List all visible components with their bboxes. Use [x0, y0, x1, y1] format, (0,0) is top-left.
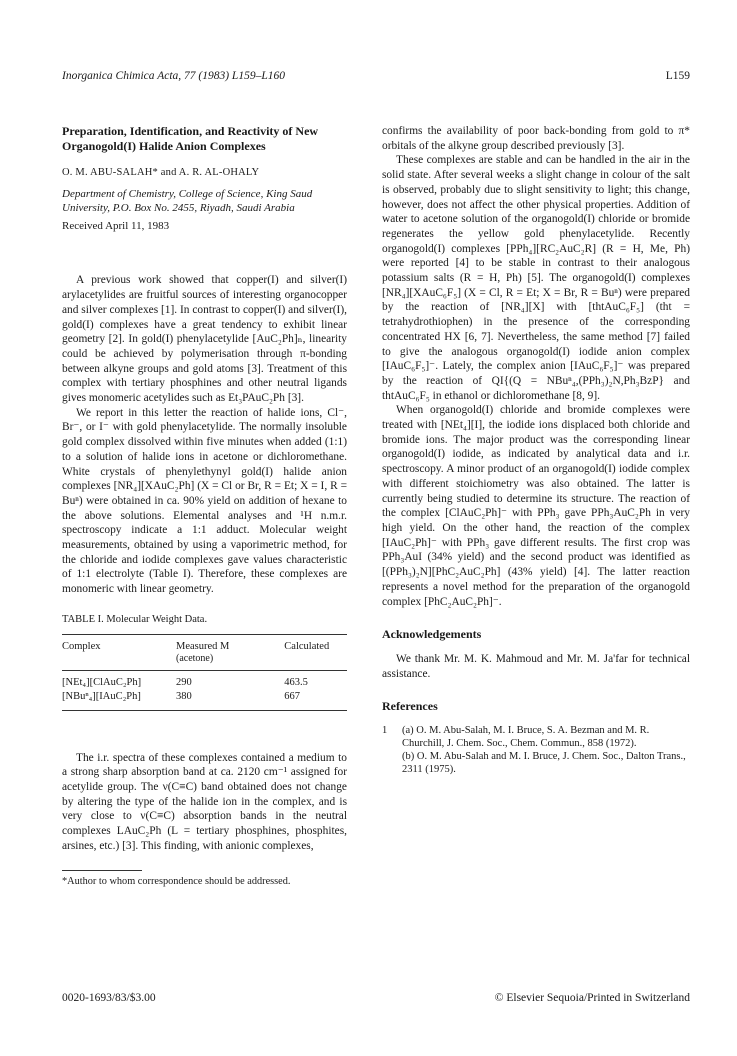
paragraph-ir: The i.r. spectra of these complexes contained a medium to a strong sharp absorption band at ca. 2120 cm⁻¹ assigned for acetylide group. The ν(C≡C) band obtained does not change by altering the type of the halide ion in the complex, and is very close to ν(C≡C) absorption bands in the neutral complexes LAuC₂Ph (L = tertiary phosphines, phosphites, arsines, etc.) [3]. This finding, with anionic complexes,	[62, 751, 347, 852]
footnote-divider	[62, 870, 142, 871]
right-column	[382, 124, 690, 776]
table-row	[62, 690, 347, 710]
acknowledgements-heading: Acknowledgements	[382, 627, 482, 642]
column-header-complex: Complex	[62, 640, 101, 652]
cell-measured: 290	[176, 676, 192, 688]
reference-b: (b) O. M. Abu-Salah and M. I. Bruce, J. Chem. Soc., Dalton Trans., 2311 (1975).	[402, 751, 686, 776]
paragraph-intro: A previous work showed that copper(I) and silver(I) arylacetylides are fruitful sources of interesting organocopper and silver complexes [1]. In contrast to copper(I) and silver(I), gold(I) complexes have a great tendency to exhibit linear geometry [2]. In gold(I) phenylacetylide [AuC₂Ph]ₙ, linearity could be achieved by polymerisation through π-bonding between alkyne groups and gold atoms [3]. Treatment of this complex with tertiary phosphines and other neutral ligands gives monomeric acetylides such as Et₃PAuC₂Ph [3].	[62, 274, 347, 405]
journal-citation: Inorganica Chimica Acta, 77 (1983) L159–L160	[62, 70, 285, 82]
cell-measured: 380	[176, 691, 192, 703]
column-header-measured-sub: (acetone)	[176, 653, 214, 665]
cell-calculated: 667	[284, 691, 301, 703]
table-caption: TABLE I. Molecular Weight Data.	[62, 613, 208, 625]
paragraph-stability: These complexes are stable and can be handled in the air in the solid state. After several weeks a slight change in colour of the salt is observed, probably due to slight sensitivity to light; this change, however, does not affect the other physical properties. Addition of water to acetone solution of the organogold(I) chloride or bromide regenerates the yellow gold phenylacetylide. Recently organogold(I) complexes [PPh₄][RC₂AuC₂R] (R = H, Me, Ph) were reported [4] to be stable in contrast to their analogous potassium salts (R = H, Ph) [5]. The organogold(I) complexes [NR₄][XAuC₆F₅] (X = Cl, R = Et; X = Br, R = Buⁿ) were prepared by the reaction of [NR₄][X] with [thtAuC₆F₅] (tht = tetrahydrothiophen) in the presence of the corresponding concentrated HX [6, 7]. Nevertheless, the same method [7] failed to give the analogous organogold(I) iodide anion complex [IAuC₆F₅]⁻. Lately, the complex anion [IAuC₆F₅]⁻ was prepared by the reaction of QI{(Q = NBuⁿ₄,(PPh₃)₂N,Ph₃BzP} and thtAuC₆F₅ in ethanol or dichloromethane [8, 9].	[382, 154, 690, 402]
cell-complex: [NBuⁿ₄][IAuC₂Ph]	[62, 691, 141, 703]
reference-a: (a) O. M. Abu-Salah, M. I. Bruce, S. A. Bezman and M. R. Churchill, J. Chem. Soc., Chem. Commun., 858 (1972).	[402, 725, 650, 750]
author-affiliation: Department of Chemistry, College of Science, King Saud University, P.O. Box No. 2455, Riyadh, Saudi Arabia	[62, 187, 313, 214]
cell-calculated: 463.5	[284, 676, 308, 688]
cell-complex: [NEt₄][ClAuC₂Ph]	[62, 676, 142, 688]
author-footnote: *Author to whom correspondence should be addressed.	[62, 875, 291, 887]
molecular-weight-table	[62, 634, 347, 710]
page-number: L159	[665, 70, 690, 82]
table-row	[62, 670, 347, 690]
paragraph-continuation: confirms the availability of poor back-bonding from gold to π* orbitals of the alkyne group described previously [3].	[382, 125, 690, 152]
column-header-measured-label: Measured M	[176, 640, 230, 652]
left-column	[62, 124, 347, 888]
paragraph-report: We report in this letter the reaction of halide ions, Cl⁻, Br⁻, or I⁻ with gold phenylacetylide. The normally insoluble gold complex dissolved within five minutes when added (1:1) to a solution of halide ions in acetone or dichloromethane. White crystals of phenylethynyl gold(I) halide anion complexes [NR₄][XAuC₂Ph] (X = Cl or Br, R = Et; X = I, R = Buⁿ) were obtained in ca. 90% yield on addition of hexane to the above solutions. Elemental analyses and ¹H n.m.r. spectroscopy indicate a 1:1 adduct. Molecular weight measurements, obtained by using a vaporimetric method, for the chloride and iodide complexes gave values characteristic of 1:1 electrolyte (Table I). Therefore, these complexes are monomeric with linear geometry.	[62, 406, 347, 596]
received-date: Received April 11, 1983	[62, 219, 170, 232]
paragraph-reactivity: When organogold(I) chloride and bromide complexes were treated with [NEt₄][I], the iodide ions displaced both chloride and bromide ions. The major product was the corresponding linear organogold(I) iodide, as indicated by analytical data and i.r. spectroscopy. A minor product of an organogold(I) iodide complex with different stoichiometry was also obtained. The latter is currently being studied to determine its structure. The reaction of the complex [ClAuC₂Ph]⁻ with PPh₃ gave PPh₃AuC₂Ph in very high yield. On the other hand, the reaction of the complex [IAuC₂Ph]⁻ with PPh₃ gave different results. The first crop was PPh₃AuI (34% yield) and the second product was identified as [(PPh₃)₂N][PhC₂AuC₂Ph] (43% yield) [4]. The latter reaction represents a novel method for the preparation of the organogold complex [PhC₂AuC₂Ph]⁻.	[382, 404, 690, 608]
acknowledgements-text: We thank Mr. M. K. Mahmoud and Mr. M. Ja'far for technical assistance.	[382, 652, 690, 680]
reference-number: 1	[382, 725, 388, 737]
issn-code: 0020-1693/83/$3.00	[62, 992, 156, 1004]
article-title: Preparation, Identification, and Reactivity of New Organogold(I) Halide Anion Complexes	[62, 124, 319, 153]
article-authors: O. M. ABU-SALAH* and A. R. AL-OHALY	[62, 167, 260, 178]
table-header-row	[62, 634, 347, 670]
publisher-notice: © Elsevier Sequoia/Printed in Switzerland	[494, 992, 690, 1004]
column-header-calculated: Calculated	[284, 640, 330, 652]
references-heading: References	[382, 699, 438, 714]
reference-entry	[382, 724, 690, 776]
column-header-measured	[176, 634, 284, 670]
table-bottom-rule	[62, 710, 347, 711]
